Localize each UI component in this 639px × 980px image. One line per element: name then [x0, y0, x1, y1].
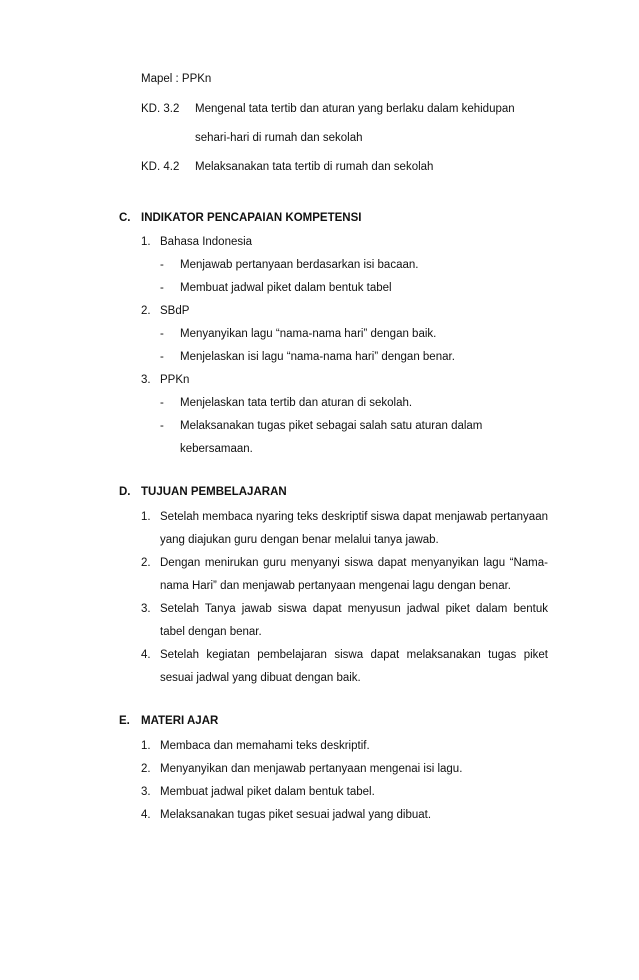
section-title: INDIKATOR PENCAPAIAN KOMPETENSI [141, 212, 362, 224]
bullet-text: Melaksanakan tugas piket sebagai salah satu aturan dalam [180, 420, 483, 432]
kd-code: KD. 3.2 [141, 103, 180, 115]
subject-name: PPKn [160, 374, 190, 386]
list-number: 3. [141, 603, 151, 615]
section-letter: E. [119, 715, 130, 727]
list-item: Membuat jadwal piket dalam bentuk tabel. [160, 786, 375, 798]
list-item: tabel dengan benar. [160, 626, 262, 638]
bullet-dash: - [160, 397, 164, 409]
list-item: Setelah kegiatan pembelajaran siswa dapat melaksanakan tugas piket [160, 649, 548, 661]
subject-name: Bahasa Indonesia [160, 236, 253, 248]
bullet-text: Membuat jadwal piket dalam bentuk tabel [180, 282, 392, 294]
section-letter: D. [119, 486, 131, 498]
section-letter: C. [119, 212, 131, 224]
bullet-dash: - [160, 259, 164, 271]
bullet-dash: - [160, 420, 164, 432]
list-item: sesuai jadwal yang dibuat dengan baik. [160, 672, 361, 684]
list-number: 1. [141, 511, 151, 523]
list-number: 2. [141, 557, 151, 569]
list-item: Membaca dan memahami teks deskriptif. [160, 740, 370, 752]
list-item: Melaksanakan tugas piket sesuai jadwal yang dibuat. [160, 809, 432, 821]
subject-name: SBdP [160, 305, 190, 317]
list-number: 4. [141, 649, 151, 661]
bullet-text: Menjawab pertanyaan berdasarkan isi bacaan. [180, 259, 419, 271]
mapel-line: Mapel : PPKn [141, 73, 212, 85]
bullet-dash: - [160, 328, 164, 340]
list-number: 2. [141, 763, 151, 775]
section-title: TUJUAN PEMBELAJARAN [141, 486, 287, 498]
list-number: 4. [141, 809, 151, 821]
list-item: nama Hari” dan menjawab pertanyaan mengenai lagu dengan benar. [160, 580, 511, 592]
bullet-dash: - [160, 351, 164, 363]
list-number: 1. [141, 236, 151, 248]
section-title: MATERI AJAR [141, 715, 219, 727]
list-item: Menyanyikan dan menjawab pertanyaan mengenai isi lagu. [160, 763, 463, 775]
list-item: yang diajukan guru dengan benar melalui tanya jawab. [160, 534, 439, 546]
kd-text: sehari-hari di rumah dan sekolah [195, 132, 363, 144]
kd-code: KD. 4.2 [141, 161, 180, 173]
list-item: Dengan menirukan guru menyanyi siswa dapat menyanyikan lagu “Nama- [160, 557, 548, 569]
list-number: 1. [141, 740, 151, 752]
bullet-text: Menjelaskan isi lagu “nama-nama hari” dengan benar. [180, 351, 455, 363]
bullet-dash: - [160, 282, 164, 294]
bullet-text: Menyanyikan lagu “nama-nama hari” dengan baik. [180, 328, 437, 340]
bullet-text: Menjelaskan tata tertib dan aturan di sekolah. [180, 397, 413, 409]
kd-text: Mengenal tata tertib dan aturan yang berlaku dalam kehidupan [195, 103, 515, 115]
list-item: Setelah membaca nyaring teks deskriptif siswa dapat menjawab pertanyaan [160, 511, 548, 523]
list-number: 3. [141, 786, 151, 798]
list-number: 2. [141, 305, 151, 317]
kd-text: Melaksanakan tata tertib di rumah dan sekolah [195, 161, 434, 173]
list-number: 3. [141, 374, 151, 386]
bullet-text: kebersamaan. [180, 443, 253, 455]
list-item: Setelah Tanya jawab siswa dapat menyusun jadwal piket dalam bentuk [160, 603, 548, 615]
